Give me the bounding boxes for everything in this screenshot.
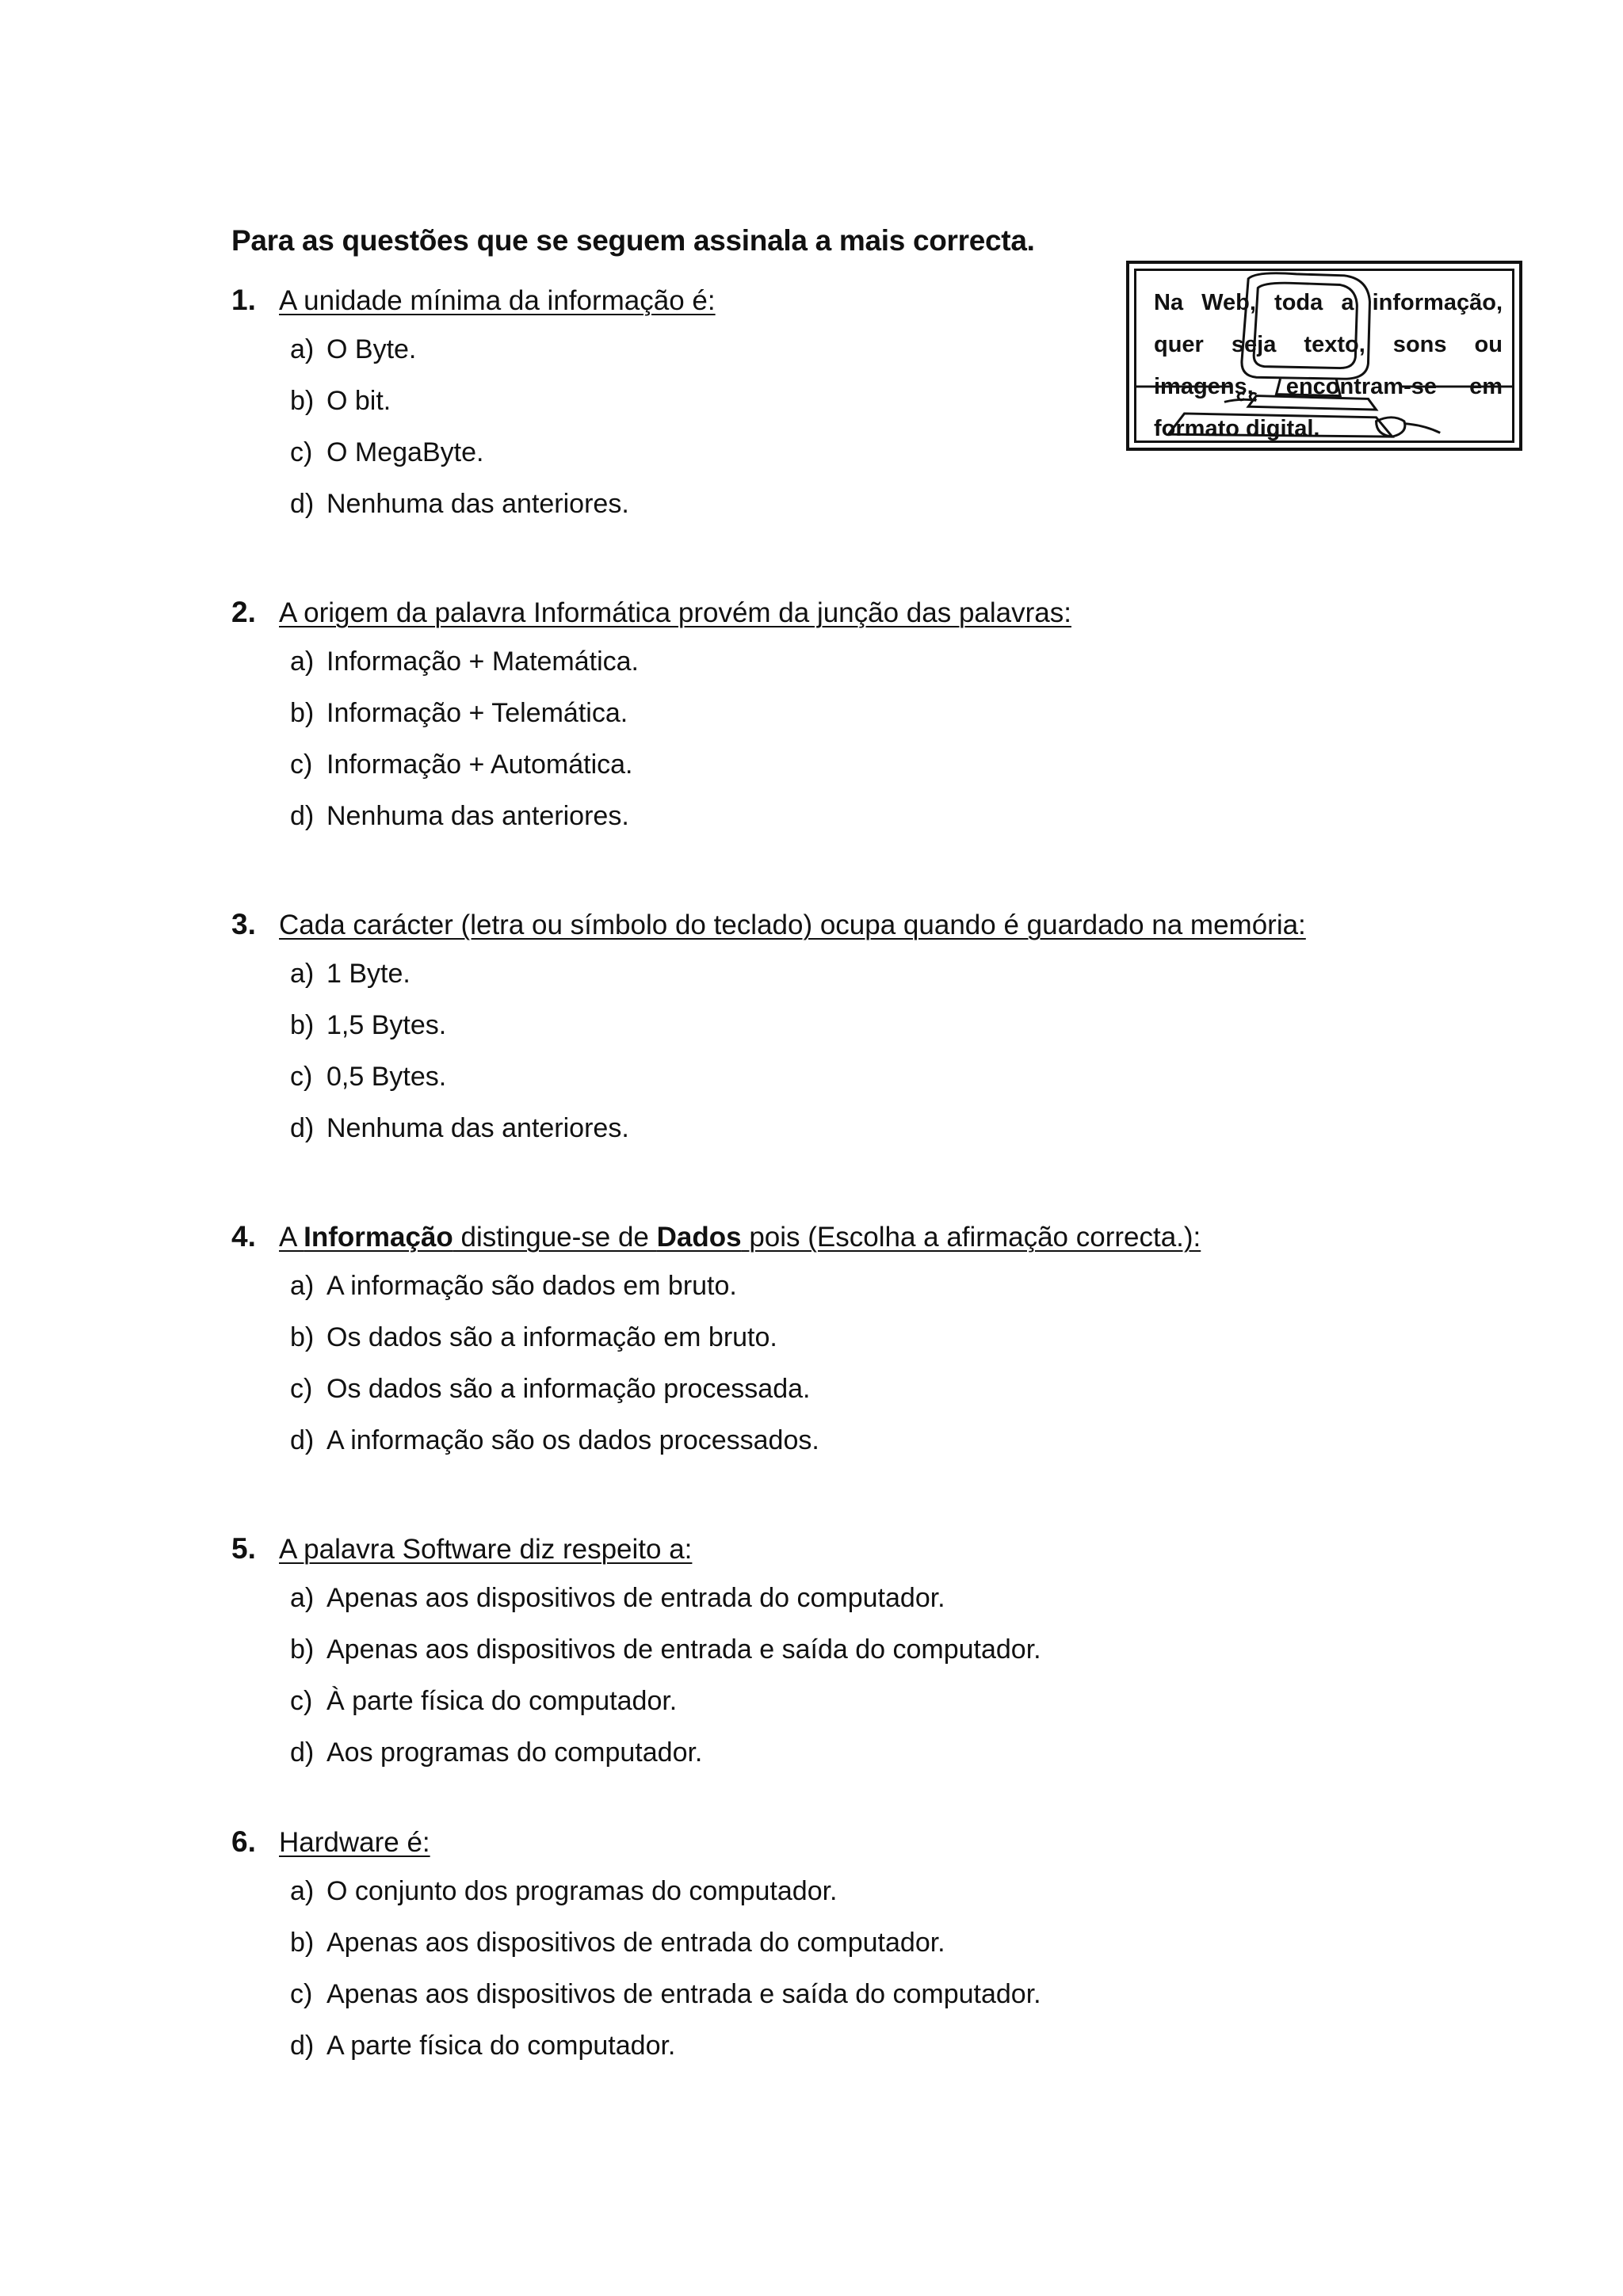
question-number: 2.	[231, 596, 256, 628]
option-letter: a)	[290, 1583, 315, 1613]
option-text: O bit.	[327, 386, 391, 416]
note-text: Na Web, toda a informação, quer seja texto, sons ou imagens, encontram-se em formato digital.	[1154, 290, 1503, 441]
option-c[interactable]	[290, 1062, 1420, 1113]
question-stem	[231, 908, 1420, 948]
question-text	[279, 1222, 1201, 1253]
question-4	[231, 1220, 1420, 1477]
question-text: Cada carácter (letra ou símbolo do teclado) ocupa quando é guardado na memória:	[279, 910, 1306, 940]
option-d[interactable]	[290, 2031, 1420, 2082]
option-c[interactable]	[290, 437, 1420, 489]
question-text-part: pois (Escolha a afirmação correcta.):	[741, 1222, 1201, 1253]
option-text: Apenas aos dispositivos de entrada do computador.	[327, 1583, 945, 1613]
option-c[interactable]	[290, 749, 1420, 801]
option-b[interactable]	[290, 1010, 1420, 1062]
option-text: Os dados são a informação em bruto.	[327, 1322, 777, 1352]
option-c[interactable]	[290, 1979, 1420, 2031]
option-b[interactable]	[290, 1634, 1420, 1686]
option-text: Informação + Automática.	[327, 749, 633, 780]
option-letter: c)	[290, 437, 313, 467]
option-letter: a)	[290, 646, 315, 677]
option-letter: a)	[290, 1876, 315, 1906]
options-list	[231, 1271, 1420, 1477]
option-text: Aos programas do computador.	[327, 1737, 703, 1768]
option-d[interactable]	[290, 801, 1420, 852]
option-text: À parte física do computador.	[327, 1686, 678, 1716]
question-number: 6.	[231, 1825, 256, 1858]
option-letter: b)	[290, 1322, 315, 1352]
option-letter: b)	[290, 1634, 315, 1665]
options-list	[231, 1876, 1420, 2082]
option-b[interactable]	[290, 1928, 1420, 1979]
question-text: Hardware é:	[279, 1827, 430, 1858]
option-letter: d)	[290, 2031, 315, 2061]
option-a[interactable]	[290, 959, 1420, 1010]
option-text: Informação + Telemática.	[327, 698, 628, 728]
option-d[interactable]	[290, 1737, 1420, 1789]
option-text: A parte física do computador.	[327, 2031, 676, 2061]
options-list	[231, 959, 1420, 1165]
option-letter: a)	[290, 334, 315, 364]
option-text: A informação são os dados processados.	[327, 1425, 819, 1455]
question-stem	[231, 1220, 1420, 1260]
option-letter: b)	[290, 1010, 315, 1040]
option-a[interactable]	[290, 1583, 1420, 1634]
option-text: Nenhuma das anteriores.	[327, 1113, 629, 1143]
option-text: O conjunto dos programas do computador.	[327, 1876, 838, 1906]
option-b[interactable]	[290, 698, 1420, 749]
option-text: A informação são dados em bruto.	[327, 1271, 737, 1301]
question-text-part: distingue-se de	[453, 1222, 657, 1253]
question-text: A palavra Software diz respeito a:	[279, 1534, 693, 1565]
option-c[interactable]	[290, 1374, 1420, 1425]
option-letter: b)	[290, 1928, 315, 1958]
option-text: Apenas aos dispositivos de entrada do computador.	[327, 1928, 945, 1958]
question-number: 4.	[231, 1220, 256, 1253]
option-text: Apenas aos dispositivos de entrada e saída do computador.	[327, 1634, 1041, 1665]
option-text: O MegaByte.	[327, 437, 484, 467]
option-text: 1,5 Bytes.	[327, 1010, 447, 1040]
option-text: Informação + Matemática.	[327, 646, 640, 677]
option-text: Apenas aos dispositivos de entrada e saída do computador.	[327, 1979, 1041, 2009]
option-letter: c)	[290, 1979, 313, 2009]
option-d[interactable]	[290, 489, 1420, 540]
question-6	[231, 1825, 1420, 2082]
question-stem	[231, 284, 1420, 323]
option-b[interactable]	[290, 386, 1420, 437]
option-letter: c)	[290, 749, 313, 780]
option-letter: a)	[290, 959, 315, 989]
option-b[interactable]	[290, 1322, 1420, 1374]
question-number: 3.	[231, 908, 256, 940]
question-stem	[231, 1532, 1420, 1572]
options-list	[231, 334, 1420, 540]
option-letter: b)	[290, 698, 315, 728]
option-text: Os dados são a informação processada.	[327, 1374, 811, 1404]
option-letter: d)	[290, 801, 315, 831]
option-letter: d)	[290, 1425, 315, 1455]
option-letter: c)	[290, 1374, 313, 1404]
option-letter: b)	[290, 386, 315, 416]
options-list	[231, 646, 1420, 852]
question-1	[231, 284, 1420, 540]
question-text: A unidade mínima da informação é:	[279, 285, 716, 316]
option-letter: d)	[290, 489, 315, 519]
option-c[interactable]	[290, 1686, 1420, 1737]
instructions-heading: Para as questões que se seguem assinala a mais correcta.	[231, 224, 1035, 257]
option-text: O Byte.	[327, 334, 417, 364]
option-a[interactable]	[290, 334, 1420, 386]
question-text-bold-informacao: Informação	[304, 1222, 453, 1253]
option-letter: c)	[290, 1062, 313, 1092]
option-text: 0,5 Bytes.	[327, 1062, 447, 1092]
option-text: Nenhuma das anteriores.	[327, 801, 629, 831]
option-letter: c)	[290, 1686, 313, 1716]
option-a[interactable]	[290, 1271, 1420, 1322]
option-d[interactable]	[290, 1113, 1420, 1165]
option-a[interactable]	[290, 1876, 1420, 1928]
option-a[interactable]	[290, 646, 1420, 698]
question-stem	[231, 1825, 1420, 1865]
option-letter: a)	[290, 1271, 315, 1301]
question-number: 1.	[231, 284, 256, 316]
option-letter: d)	[290, 1113, 315, 1143]
question-3	[231, 908, 1420, 1165]
options-list	[231, 1583, 1420, 1789]
question-text-bold-dados: Dados	[656, 1222, 742, 1253]
question-text: A origem da palavra Informática provém da junção das palavras:	[279, 597, 1071, 628]
question-2	[231, 596, 1420, 852]
question-stem	[231, 596, 1420, 635]
option-text: Nenhuma das anteriores.	[327, 489, 629, 519]
option-letter: d)	[290, 1737, 315, 1768]
option-text: 1 Byte.	[327, 959, 411, 989]
question-5	[231, 1532, 1420, 1789]
question-text-part: A	[279, 1222, 304, 1253]
option-d[interactable]	[290, 1425, 1420, 1477]
question-number: 5.	[231, 1532, 256, 1565]
